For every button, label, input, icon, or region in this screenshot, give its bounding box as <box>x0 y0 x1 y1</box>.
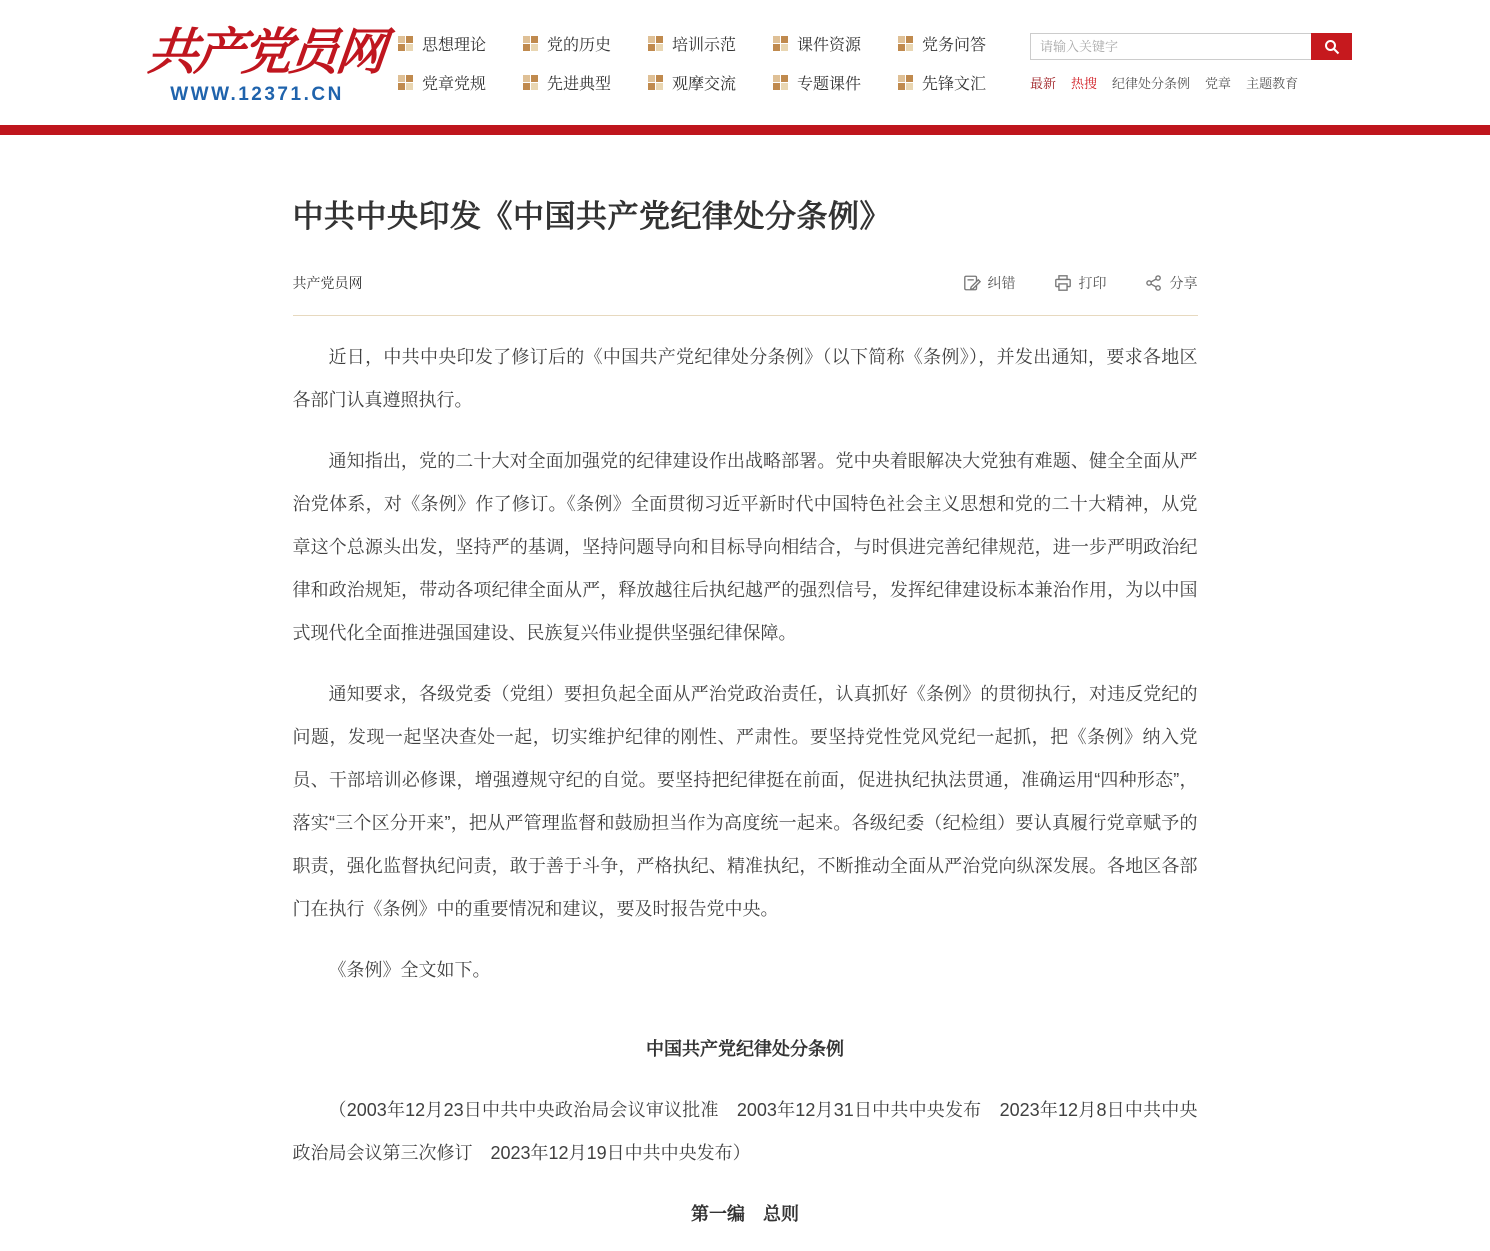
print-label: 打印 <box>1078 275 1107 291</box>
article-source: 共产党员网 <box>292 275 363 291</box>
main-nav <box>398 32 1023 94</box>
article-title: 中共中央印发《中国共产党纪律处分条例》 <box>292 199 891 234</box>
nav-item-peixun-shifan[interactable] <box>648 32 773 55</box>
paragraph: 通知要求，各级党委（党组）要担负起全面从严治党政治责任，认真抓好《条例》的贯彻执行，对违反党纪的问题，发现一起坚决查处一起，切实维护纪律的刚性、严肃性。要坚持党性党风党纪一起抓，把《条例》纳入党员、干部培训必修课，增强遵规守纪的自觉。要坚持把纪律挺在前面，促进执纪执法贯通，准确运用“四种形态”，落实“三个区分开来”，把从严管理监督和鼓励担当作为高度统一起来。各级纪委（纪检组）要认真履行党章赋予的职责，强化监督执纪问责，敢于善于斗争，严格执纪、精准执纪，不断推动全面从严治党向纵深发展。各地区各部门在执行《条例》中的重要情况和建议，要及时报告党中央。 <box>292 684 1198 919</box>
hot-link-zhuti-jiaoyu[interactable]: 主题教育 <box>1246 76 1299 91</box>
nav-item-label: 党的历史 <box>547 36 612 54</box>
nav-item-label: 党务问答 <box>922 36 987 54</box>
nav-item-sixiang-lilun[interactable] <box>398 32 523 55</box>
grid-blocks-icon <box>523 75 538 90</box>
nav-item-dangde-lishi[interactable] <box>523 32 648 55</box>
print-icon <box>1054 274 1072 292</box>
nav-item-guanmo-jiaoliu[interactable] <box>648 71 773 94</box>
grid-blocks-icon <box>398 36 413 51</box>
hot-link-jilu-chufen-tiaoli[interactable]: 纪律处分条例 <box>1112 76 1191 91</box>
grid-blocks-icon <box>898 75 913 90</box>
share-icon <box>1145 274 1163 292</box>
nav-item-dangwu-wenda[interactable] <box>898 32 1023 55</box>
document-title: 中国共产党纪律处分条例 <box>646 1039 844 1059</box>
paragraph: 《条例》全文如下。 <box>328 960 491 980</box>
grid-blocks-icon <box>773 75 788 90</box>
site-logo[interactable] <box>144 21 387 106</box>
nav-item-label: 思想理论 <box>422 36 487 54</box>
search-area <box>1030 33 1352 92</box>
search-button[interactable] <box>1311 33 1352 60</box>
nav-item-zhuanti-kejian[interactable] <box>773 71 898 94</box>
article-body <box>293 336 1198 1236</box>
hot-link-trending[interactable]: 热搜 <box>1071 76 1098 91</box>
nav-item-label: 党章党规 <box>422 75 487 93</box>
nav-item-label: 专题课件 <box>797 75 862 93</box>
meta-divider <box>293 315 1198 316</box>
correction-label: 纠错 <box>987 275 1016 291</box>
nav-item-dangzhang-danggui[interactable] <box>398 71 523 94</box>
nav-item-kejian-ziyuan[interactable] <box>773 32 898 55</box>
site-logo-url: WWW.12371.CN <box>170 83 344 105</box>
document-dates: （2003年12月23日中共中央政治局会议审议批准 2003年12月31日中共中央发布 2023年12月8日中共中央政治局会议第三次修订 2023年12月19日中共中央发布） <box>292 1100 1198 1163</box>
paragraph: 通知指出，党的二十大对全面加强党的纪律建设作出战略部署。党中央着眼解决大党独有难题、健全全面从严治党体系，对《条例》作了修订。《条例》全面贯彻习近平新时代中国特色社会主义思想和党的二十大精神，从党章这个总源头出发，坚持严的基调，坚持问题导向和目标导向相结合，与时俱进完善纪律规范，进一步严明政治纪律和政治规矩，带动各项纪律全面从严，释放越往后执纪越严的强烈信号，发挥纪律建设标本兼治作用，为以中国式现代化全面推进强国建设、民族复兴伟业提供坚强纪律保障。 <box>292 451 1198 643</box>
hot-link-latest[interactable]: 最新 <box>1030 76 1057 91</box>
hot-link-dangzhang[interactable]: 党章 <box>1205 76 1232 91</box>
edit-icon <box>963 274 981 292</box>
share-button[interactable] <box>1145 273 1198 293</box>
section-heading: 第一编 总则 <box>691 1204 799 1224</box>
search-icon <box>1324 39 1340 55</box>
article-meta-row <box>293 273 1198 293</box>
search-input[interactable] <box>1030 33 1311 60</box>
header-divider-bar <box>0 125 1490 135</box>
grid-blocks-icon <box>398 75 413 90</box>
share-label: 分享 <box>1169 275 1198 291</box>
grid-blocks-icon <box>773 36 788 51</box>
grid-blocks-icon <box>648 75 663 90</box>
grid-blocks-icon <box>648 36 663 51</box>
nav-item-label: 观摩交流 <box>672 75 737 93</box>
nav-item-xianfeng-wenhui[interactable] <box>898 71 1023 94</box>
site-logo-title: 共产党员网 <box>144 21 387 81</box>
nav-item-label: 培训示范 <box>672 36 737 54</box>
nav-item-xianjin-dianxing[interactable] <box>523 71 648 94</box>
paragraph: 近日，中共中央印发了修订后的《中国共产党纪律处分条例》（以下简称《条例》），并发出通知，要求各地区各部门认真遵照执行。 <box>292 347 1198 410</box>
article <box>293 135 1198 1236</box>
article-tools <box>963 273 1198 293</box>
site-header <box>0 0 1490 125</box>
correction-button[interactable] <box>963 273 1016 293</box>
grid-blocks-icon <box>898 36 913 51</box>
hot-links <box>1030 73 1352 92</box>
print-button[interactable] <box>1054 273 1107 293</box>
nav-item-label: 课件资源 <box>797 36 862 54</box>
nav-item-label: 先进典型 <box>547 75 612 93</box>
grid-blocks-icon <box>523 36 538 51</box>
nav-item-label: 先锋文汇 <box>922 75 987 93</box>
